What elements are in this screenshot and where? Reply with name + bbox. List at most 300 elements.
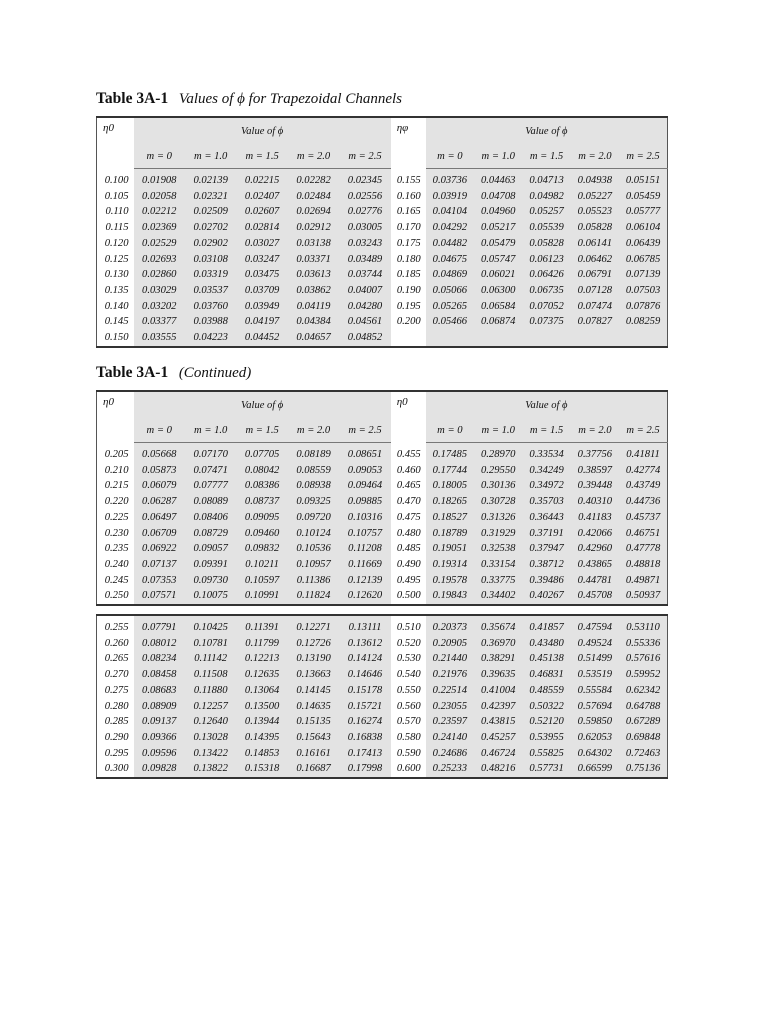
- phi-value-cell: 0.11208: [339, 541, 390, 557]
- eta-cell: 0.560: [396, 700, 421, 712]
- phi-value-cell: 0.05668: [134, 443, 185, 463]
- phi-value-cell: 0.09885: [339, 494, 390, 510]
- phi-table-2: [96, 390, 668, 606]
- phi-value-cell: 0.36443: [522, 510, 570, 526]
- eta-header-right: ηφ: [396, 122, 409, 134]
- phi-value-cell: 0.11508: [185, 667, 236, 683]
- eta-cell: 0.245: [97, 573, 134, 589]
- phi-value-cell: 0.09730: [185, 573, 236, 589]
- table-row: [97, 330, 668, 347]
- phi-value-cell: 0.10425: [185, 615, 236, 636]
- phi-value-cell: 0.05217: [474, 220, 522, 236]
- table-row: [97, 714, 668, 730]
- phi-value-cell: 0.13064: [236, 683, 287, 699]
- phi-value-cell: 0.04938: [571, 169, 619, 189]
- table-row: [97, 746, 668, 762]
- phi-value-cell: 0.10316: [339, 510, 390, 526]
- phi-value-cell: 0.50937: [619, 588, 667, 605]
- phi-value-cell: 0.11391: [236, 615, 287, 636]
- m-header: m = 1.0: [185, 418, 236, 443]
- table-row: [97, 761, 668, 778]
- eta-cell: 0.170: [396, 222, 421, 234]
- phi-value-cell: 0.02529: [134, 236, 185, 252]
- phi-value-cell: 0.06735: [522, 283, 570, 299]
- eta-cell: 0.570: [396, 716, 421, 728]
- phi-value-cell: 0.09057: [185, 541, 236, 557]
- phi-value-cell: 0.17485: [426, 443, 474, 463]
- phi-value-cell: 0.45708: [571, 588, 619, 605]
- eta-cell: 0.285: [97, 714, 134, 730]
- phi-value-cell: 0.02860: [134, 267, 185, 283]
- phi-value-cell: 0.38712: [522, 557, 570, 573]
- phi-value-cell: 0.10124: [288, 526, 339, 542]
- m-header: m = 2.5: [339, 418, 390, 443]
- phi-value-cell: 0.05777: [619, 204, 667, 220]
- phi-value-cell: 0.57731: [522, 761, 570, 778]
- eta-cell: 0.255: [97, 615, 134, 636]
- phi-value-cell: 0.06287: [134, 494, 185, 510]
- phi-value-cell: 0.09366: [134, 730, 185, 746]
- phi-value-cell: 0.23597: [426, 714, 474, 730]
- phi-value-cell: 0.34402: [474, 588, 522, 605]
- phi-value-cell: 0.15135: [288, 714, 339, 730]
- phi-value-cell: 0.46831: [522, 667, 570, 683]
- phi-value-cell: 0.06785: [619, 252, 667, 268]
- table-row: [97, 667, 668, 683]
- phi-value-cell: 0.33534: [522, 443, 570, 463]
- phi-value-cell: 0.13944: [236, 714, 287, 730]
- phi-value-cell: 0.10957: [288, 557, 339, 573]
- phi-value-cell: 0.02407: [236, 189, 287, 205]
- table-row: [97, 299, 668, 315]
- m-header: m = 1.0: [474, 418, 522, 443]
- phi-value-cell: 0.21976: [426, 667, 474, 683]
- phi-value-cell: 0.02556: [339, 189, 390, 205]
- phi-value-cell: 0.04852: [339, 330, 390, 347]
- eta-cell: 0.130: [97, 267, 134, 283]
- eta-cell: 0.540: [396, 669, 421, 681]
- phi-value-cell: 0.41857: [522, 615, 570, 636]
- phi-value-cell: 0.10991: [236, 588, 287, 605]
- eta-cell: 0.580: [396, 731, 421, 743]
- phi-value-cell: 0.30136: [474, 478, 522, 494]
- phi-value-cell: 0.11824: [288, 588, 339, 605]
- table-label: Table 3A-1: [96, 364, 169, 381]
- eta-cell: 0.235: [97, 541, 134, 557]
- phi-value-cell: 0.57616: [619, 651, 667, 667]
- phi-value-cell: 0.13190: [288, 651, 339, 667]
- phi-value-cell: 0.13612: [339, 636, 390, 652]
- eta-cell: 0.205: [97, 443, 134, 463]
- eta-cell: 0.495: [396, 574, 421, 586]
- table-row: [97, 169, 668, 189]
- phi-value-cell: 0.12620: [339, 588, 390, 605]
- eta-cell: 0.590: [396, 747, 421, 759]
- phi-value-cell: 0.43865: [571, 557, 619, 573]
- phi-value-cell: 0.04292: [426, 220, 474, 236]
- eta-cell: 0.520: [396, 637, 421, 649]
- phi-value-cell: 0.17998: [339, 761, 390, 778]
- phi-value-cell: 0.02215: [236, 169, 287, 189]
- phi-value-cell: 0.03108: [185, 252, 236, 268]
- eta-cell: 0.475: [396, 511, 421, 523]
- phi-value-cell: 0.05459: [619, 189, 667, 205]
- phi-value-cell: 0.06104: [619, 220, 667, 236]
- phi-value-cell: 0.07474: [571, 299, 619, 315]
- eta-cell: 0.510: [396, 622, 421, 633]
- phi-value-cell: 0.06123: [522, 252, 570, 268]
- phi-value-cell: 0.03489: [339, 252, 390, 268]
- phi-value-cell: 0.64302: [571, 746, 619, 762]
- eta-header: η0: [97, 117, 134, 169]
- phi-value-cell: 0.05151: [619, 169, 667, 189]
- phi-value-cell: 0.05828: [522, 236, 570, 252]
- phi-value-cell: 0.39635: [474, 667, 522, 683]
- phi-value-cell: 0.16687: [288, 761, 339, 778]
- phi-value-cell: 0.06709: [134, 526, 185, 542]
- phi-value-cell: 0.03029: [134, 283, 185, 299]
- phi-value-cell: 0.62053: [571, 730, 619, 746]
- phi-value-cell: 0.19843: [426, 588, 474, 605]
- phi-value-cell: 0.11880: [185, 683, 236, 699]
- phi-value-cell: 0.04982: [522, 189, 570, 205]
- eta-cell: 0.250: [97, 588, 134, 605]
- phi-value-cell: 0.06426: [522, 267, 570, 283]
- eta-header-right: η0: [396, 396, 408, 408]
- phi-value-cell: 0.09828: [134, 761, 185, 778]
- phi-value-cell: 0.45138: [522, 651, 570, 667]
- phi-value-cell: 0.45257: [474, 730, 522, 746]
- phi-value-cell: 0.14635: [288, 699, 339, 715]
- phi-value-cell: 0.48559: [522, 683, 570, 699]
- phi-value-cell: 0.46724: [474, 746, 522, 762]
- phi-value-cell: 0.41811: [619, 443, 667, 463]
- phi-value-cell: 0.44781: [571, 573, 619, 589]
- phi-value-cell: 0.66599: [571, 761, 619, 778]
- phi-value-cell: 0.19051: [426, 541, 474, 557]
- table-caption: [96, 90, 402, 108]
- eta-cell: 0.230: [97, 526, 134, 542]
- phi-value-cell: 0.16838: [339, 730, 390, 746]
- phi-value-cell: [619, 330, 667, 347]
- eta-cell: 0.550: [396, 684, 421, 696]
- phi-value-cell: 0.75136: [619, 761, 667, 778]
- table-row: [97, 443, 668, 463]
- eta-cell: 0.125: [97, 252, 134, 268]
- phi-value-cell: 0.09720: [288, 510, 339, 526]
- phi-value-cell: 0.20373: [426, 615, 474, 636]
- phi-value-cell: 0.03475: [236, 267, 287, 283]
- phi-value-cell: 0.04104: [426, 204, 474, 220]
- phi-value-cell: 0.03949: [236, 299, 287, 315]
- phi-value-cell: 0.59952: [619, 667, 667, 683]
- phi-value-cell: 0.40267: [522, 588, 570, 605]
- phi-value-cell: 0.28970: [474, 443, 522, 463]
- phi-value-cell: 0.02484: [288, 189, 339, 205]
- phi-value-cell: 0.22514: [426, 683, 474, 699]
- table-row: [97, 220, 668, 236]
- phi-value-cell: 0.48818: [619, 557, 667, 573]
- phi-value-cell: 0.08259: [619, 314, 667, 330]
- phi-value-cell: 0.07353: [134, 573, 185, 589]
- phi-value-cell: 0.59850: [571, 714, 619, 730]
- phi-value-cell: 0.50322: [522, 699, 570, 715]
- eta-cell: 0.120: [97, 236, 134, 252]
- phi-value-cell: 0.06874: [474, 314, 522, 330]
- phi-value-cell: 0.55336: [619, 636, 667, 652]
- phi-value-cell: 0.17744: [426, 463, 474, 479]
- phi-value-cell: 0.38291: [474, 651, 522, 667]
- phi-value-cell: 0.53519: [571, 667, 619, 683]
- phi-value-cell: 0.20905: [426, 636, 474, 652]
- phi-value-cell: 0.03319: [185, 267, 236, 283]
- phi-value-cell: 0.04708: [474, 189, 522, 205]
- phi-value-cell: 0.03537: [185, 283, 236, 299]
- eta-cell: 0.135: [97, 283, 134, 299]
- phi-value-cell: 0.13422: [185, 746, 236, 762]
- phi-value-cell: 0.24686: [426, 746, 474, 762]
- phi-value-cell: 0.35703: [522, 494, 570, 510]
- phi-value-cell: 0.67289: [619, 714, 667, 730]
- phi-value-cell: 0.43480: [522, 636, 570, 652]
- phi-value-cell: 0.52120: [522, 714, 570, 730]
- phi-value-cell: 0.33775: [474, 573, 522, 589]
- m-header: m = 2.0: [571, 418, 619, 443]
- phi-value-cell: 0.53110: [619, 615, 667, 636]
- value-of-header-right: Value of ϕ: [426, 391, 668, 418]
- phi-value-cell: 0.09464: [339, 478, 390, 494]
- eta-cell: 0.480: [396, 527, 421, 539]
- phi-value-cell: 0.16274: [339, 714, 390, 730]
- phi-value-cell: 0.02058: [134, 189, 185, 205]
- phi-value-cell: 0.34972: [522, 478, 570, 494]
- phi-value-cell: 0.25233: [426, 761, 474, 778]
- table-row: [97, 314, 668, 330]
- m-header: m = 0: [426, 144, 474, 169]
- phi-value-cell: 0.12726: [288, 636, 339, 652]
- phi-table-1: [96, 116, 668, 348]
- phi-value-cell: 0.05227: [571, 189, 619, 205]
- m-header: m = 2.0: [571, 144, 619, 169]
- phi-value-cell: 0.41004: [474, 683, 522, 699]
- phi-value-cell: 0.18789: [426, 526, 474, 542]
- table-title: Values of ϕ for Trapezoidal Channels: [178, 91, 403, 107]
- phi-value-cell: 0.31326: [474, 510, 522, 526]
- phi-value-cell: 0.47594: [571, 615, 619, 636]
- eta-cell: 0.185: [396, 269, 421, 281]
- eta-cell: 0.110: [97, 204, 134, 220]
- phi-value-cell: 0.04482: [426, 236, 474, 252]
- eta-cell: 0.295: [97, 746, 134, 762]
- table-row: [97, 699, 668, 715]
- eta-cell: 0.175: [396, 237, 421, 249]
- table-row: [97, 573, 668, 589]
- table-row: [97, 283, 668, 299]
- phi-value-cell: 0.09137: [134, 714, 185, 730]
- table-row: [97, 615, 668, 636]
- phi-value-cell: 0.02282: [288, 169, 339, 189]
- phi-value-cell: 0.04675: [426, 252, 474, 268]
- phi-value-cell: 0.07876: [619, 299, 667, 315]
- phi-value-cell: 0.13500: [236, 699, 287, 715]
- phi-value-cell: 0.72463: [619, 746, 667, 762]
- phi-value-cell: 0.05257: [522, 204, 570, 220]
- phi-value-cell: 0.44736: [619, 494, 667, 510]
- phi-value-cell: 0.02509: [185, 204, 236, 220]
- phi-value-cell: 0.01908: [134, 169, 185, 189]
- phi-value-cell: 0.10075: [185, 588, 236, 605]
- eta-cell: 0.290: [97, 730, 134, 746]
- phi-value-cell: 0.03005: [339, 220, 390, 236]
- phi-value-cell: 0.07052: [522, 299, 570, 315]
- table-row: [97, 252, 668, 268]
- phi-value-cell: 0.13111: [339, 615, 390, 636]
- phi-value-cell: 0.09391: [185, 557, 236, 573]
- phi-value-cell: 0.02321: [185, 189, 236, 205]
- phi-value-cell: 0.14124: [339, 651, 390, 667]
- eta-cell: 0.195: [396, 300, 421, 312]
- phi-value-cell: 0.04463: [474, 169, 522, 189]
- table-row: [97, 526, 668, 542]
- phi-value-cell: 0.37756: [571, 443, 619, 463]
- phi-value-cell: 0.02902: [185, 236, 236, 252]
- table-row: [97, 463, 668, 479]
- table-row: [97, 683, 668, 699]
- phi-value-cell: 0.03736: [426, 169, 474, 189]
- phi-value-cell: 0.55825: [522, 746, 570, 762]
- phi-value-cell: 0.08406: [185, 510, 236, 526]
- phi-value-cell: 0.13028: [185, 730, 236, 746]
- eta-cell: 0.190: [396, 284, 421, 296]
- phi-value-cell: 0.06584: [474, 299, 522, 315]
- phi-value-cell: 0.55584: [571, 683, 619, 699]
- phi-value-cell: 0.06300: [474, 283, 522, 299]
- phi-value-cell: [474, 330, 522, 347]
- phi-value-cell: 0.08683: [134, 683, 185, 699]
- phi-value-cell: 0.05873: [134, 463, 185, 479]
- phi-value-cell: [426, 330, 474, 347]
- eta-cell: 0.500: [396, 590, 421, 602]
- table-row: [97, 588, 668, 605]
- phi-value-cell: 0.08729: [185, 526, 236, 542]
- phi-value-cell: 0.42960: [571, 541, 619, 557]
- phi-value-cell: 0.42066: [571, 526, 619, 542]
- phi-value-cell: 0.06922: [134, 541, 185, 557]
- phi-value-cell: 0.05466: [426, 314, 474, 330]
- m-header: m = 1.5: [236, 418, 287, 443]
- eta-cell: 0.460: [396, 464, 421, 476]
- phi-value-cell: 0.05539: [522, 220, 570, 236]
- m-header: m = 1.5: [522, 144, 570, 169]
- phi-value-cell: 0.11142: [185, 651, 236, 667]
- phi-value-cell: 0.04869: [426, 267, 474, 283]
- eta-cell: 0.210: [97, 463, 134, 479]
- m-header: m = 0: [426, 418, 474, 443]
- phi-value-cell: 0.04119: [288, 299, 339, 315]
- phi-value-cell: 0.05523: [571, 204, 619, 220]
- phi-value-cell: 0.12640: [185, 714, 236, 730]
- phi-value-cell: 0.42774: [619, 463, 667, 479]
- phi-value-cell: 0.43749: [619, 478, 667, 494]
- phi-value-cell: 0.41183: [571, 510, 619, 526]
- phi-value-cell: 0.47778: [619, 541, 667, 557]
- phi-value-cell: 0.15318: [236, 761, 287, 778]
- phi-value-cell: 0.49524: [571, 636, 619, 652]
- phi-value-cell: 0.03377: [134, 314, 185, 330]
- phi-value-cell: 0.46751: [619, 526, 667, 542]
- phi-value-cell: 0.05479: [474, 236, 522, 252]
- phi-value-cell: 0.08386: [236, 478, 287, 494]
- phi-value-cell: 0.07827: [571, 314, 619, 330]
- phi-value-cell: 0.11669: [339, 557, 390, 573]
- phi-value-cell: 0.13822: [185, 761, 236, 778]
- phi-value-cell: 0.07777: [185, 478, 236, 494]
- eta-cell: 0.215: [97, 478, 134, 494]
- phi-value-cell: 0.04384: [288, 314, 339, 330]
- phi-value-cell: 0.18265: [426, 494, 474, 510]
- phi-value-cell: 0.08089: [185, 494, 236, 510]
- table-row: [97, 636, 668, 652]
- eta-header: η0: [97, 391, 134, 443]
- phi-value-cell: 0.15643: [288, 730, 339, 746]
- phi-value-cell: 0.16161: [288, 746, 339, 762]
- phi-value-cell: 0.48216: [474, 761, 522, 778]
- phi-value-cell: 0.14646: [339, 667, 390, 683]
- phi-value-cell: 0.04223: [185, 330, 236, 347]
- eta-cell: 0.165: [396, 206, 421, 218]
- phi-value-cell: 0.57694: [571, 699, 619, 715]
- phi-value-cell: 0.23055: [426, 699, 474, 715]
- phi-value-cell: 0.09460: [236, 526, 287, 542]
- phi-value-cell: 0.15721: [339, 699, 390, 715]
- phi-value-cell: [571, 330, 619, 347]
- phi-value-cell: 0.06079: [134, 478, 185, 494]
- phi-value-cell: 0.08012: [134, 636, 185, 652]
- phi-value-cell: 0.03919: [426, 189, 474, 205]
- eta-cell: 0.240: [97, 557, 134, 573]
- phi-value-cell: 0.03247: [236, 252, 287, 268]
- phi-value-cell: 0.03138: [288, 236, 339, 252]
- eta-cell: 0.225: [97, 510, 134, 526]
- phi-value-cell: 0.04960: [474, 204, 522, 220]
- phi-value-cell: 0.08938: [288, 478, 339, 494]
- phi-value-cell: 0.08042: [236, 463, 287, 479]
- phi-value-cell: 0.07137: [134, 557, 185, 573]
- eta-cell: 0.150: [97, 330, 134, 347]
- table-row: [97, 651, 668, 667]
- phi-value-cell: 0.42397: [474, 699, 522, 715]
- table-row: [97, 204, 668, 220]
- phi-value-cell: 0.04197: [236, 314, 287, 330]
- phi-value-cell: 0.12139: [339, 573, 390, 589]
- phi-value-cell: 0.09832: [236, 541, 287, 557]
- m-header: m = 2.5: [619, 418, 667, 443]
- phi-value-cell: 0.02912: [288, 220, 339, 236]
- phi-value-cell: 0.39448: [571, 478, 619, 494]
- m-header: m = 1.0: [185, 144, 236, 169]
- m-header: m = 2.0: [288, 418, 339, 443]
- phi-value-cell: 0.12213: [236, 651, 287, 667]
- phi-value-cell: 0.07170: [185, 443, 236, 463]
- phi-value-cell: 0.03613: [288, 267, 339, 283]
- eta-cell: 0.180: [396, 253, 421, 265]
- table-row: [97, 189, 668, 205]
- value-of-header: Value of ϕ: [134, 391, 391, 418]
- m-header: m = 2.5: [339, 144, 390, 169]
- table-title: (Continued): [178, 365, 252, 381]
- phi-value-cell: 0.04280: [339, 299, 390, 315]
- eta-cell: 0.300: [97, 761, 134, 778]
